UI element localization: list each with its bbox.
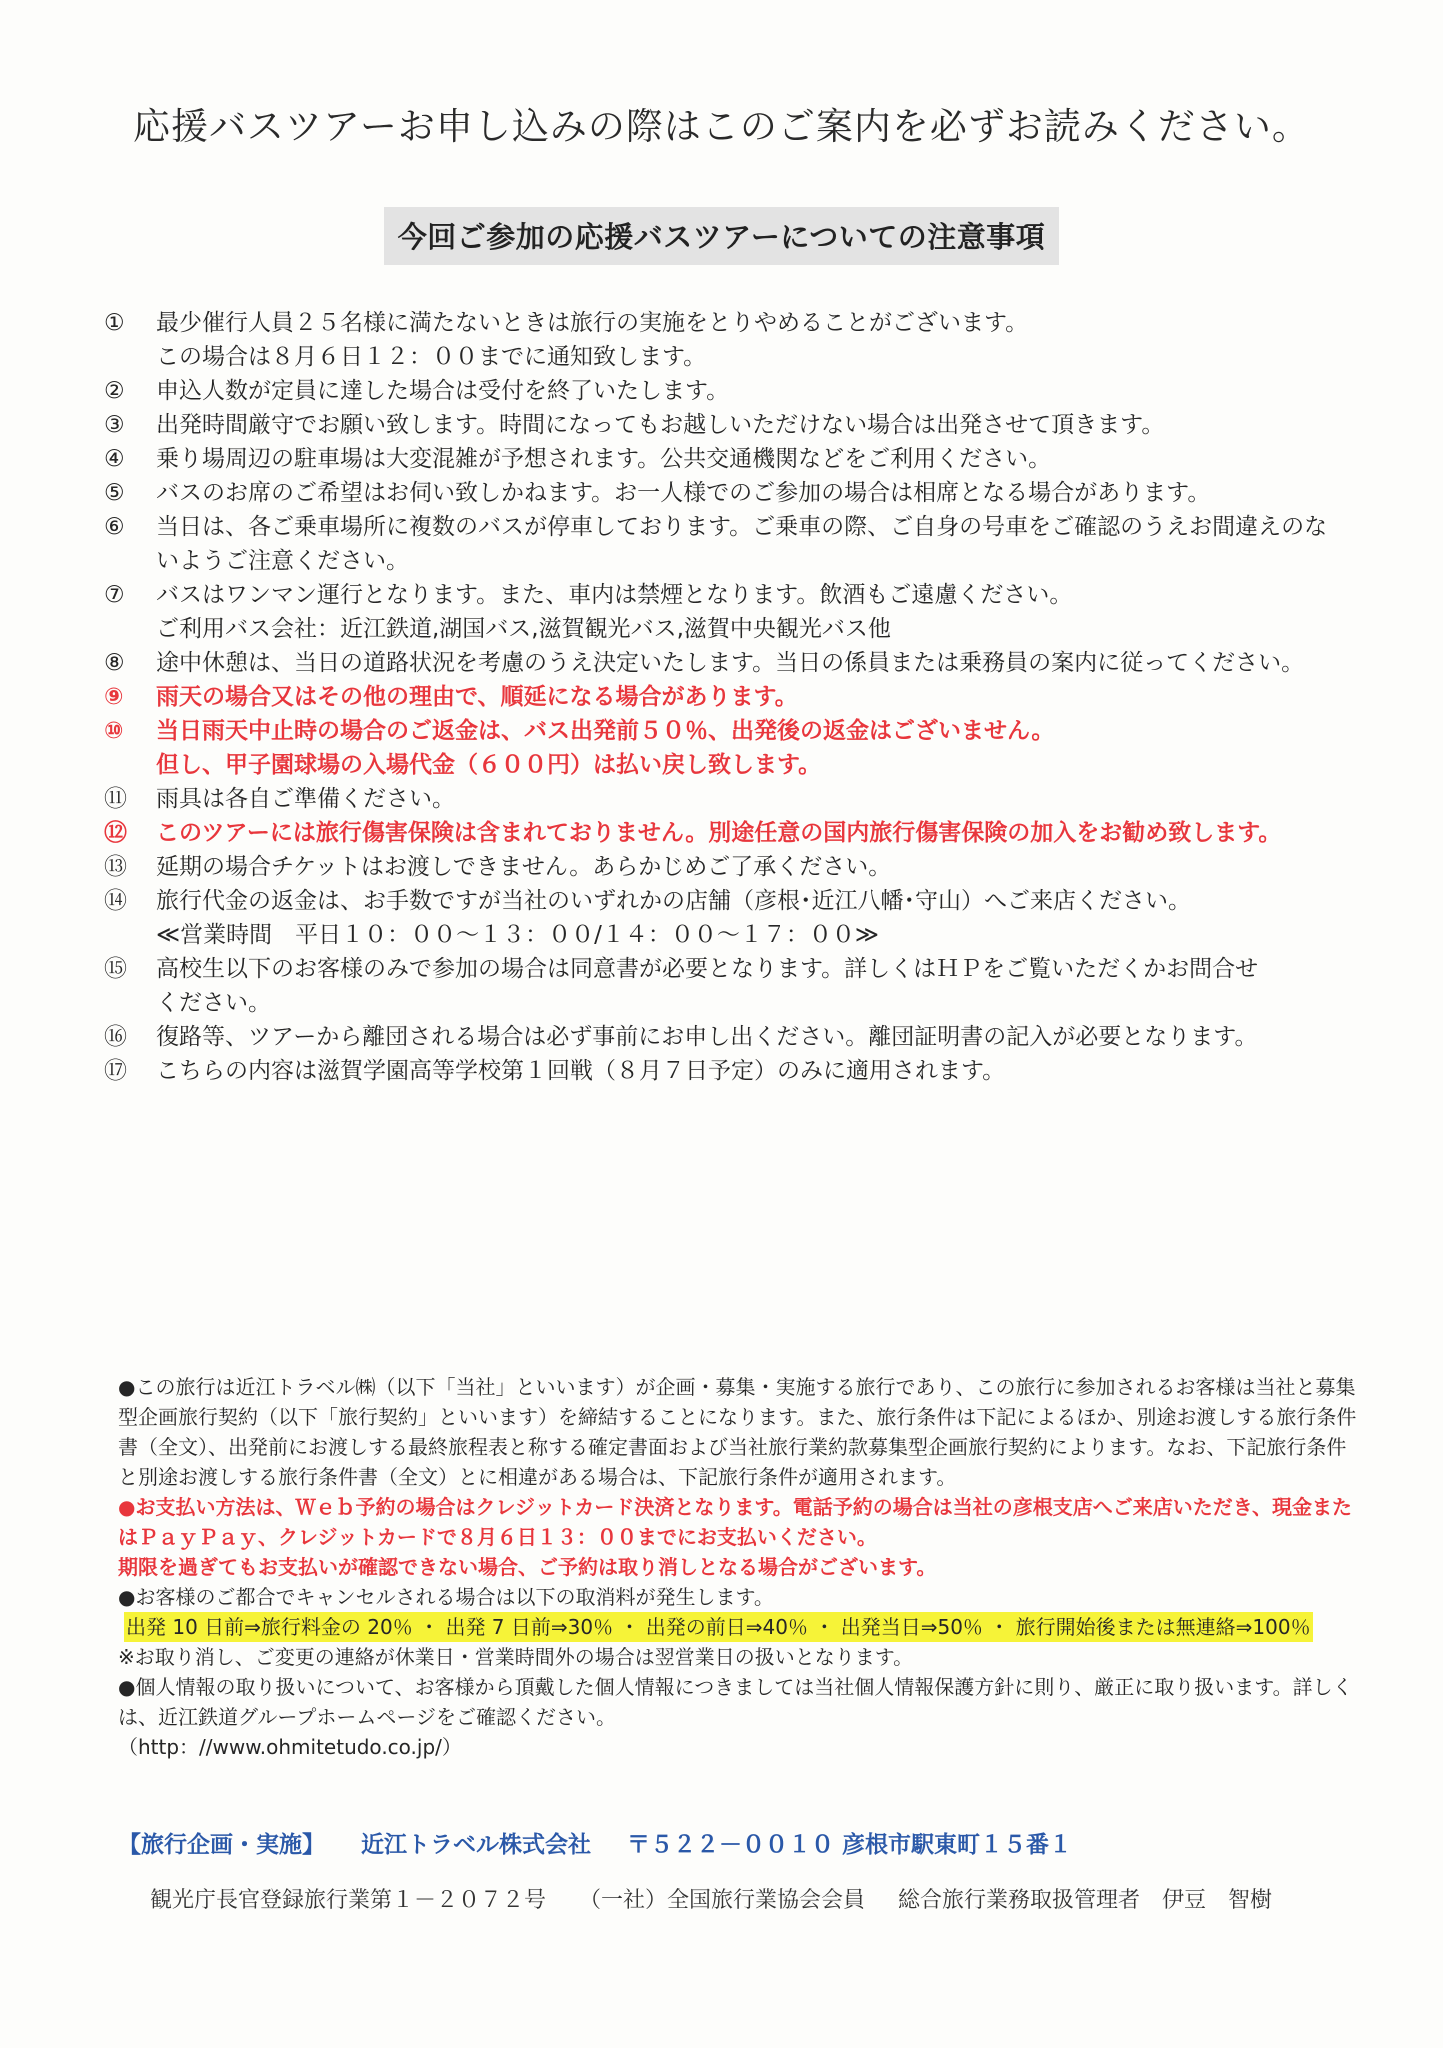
rule-number: ② xyxy=(104,378,125,404)
rule-text xyxy=(156,306,1394,374)
deadline-note: 期限を過ぎてもお支払いが確認できない場合、ご予約は取り消しとなる場合がございます。 xyxy=(118,1555,937,1579)
rule-item xyxy=(104,884,1394,952)
terms-notes xyxy=(118,1372,1358,1762)
rule-number: ⑫ xyxy=(104,820,127,846)
rule-item xyxy=(104,510,1394,578)
rule-item xyxy=(104,476,1394,510)
rule-item xyxy=(104,850,1394,884)
section-subtitle: 今回ご参加の応援バスツアーについての注意事項 xyxy=(384,207,1060,265)
rule-number: ⑮ xyxy=(104,956,127,982)
rule-line: 乗り場周辺の駐車場は大変混雑が予想されます。公共交通機関などをご利用ください。 xyxy=(156,446,1052,472)
website-url: （http：//www.ohmitetudo.co.jp/） xyxy=(118,1735,462,1759)
rule-text xyxy=(156,374,1394,408)
rules-list xyxy=(104,306,1394,1088)
rule-line: 途中休憩は、当日の道路状況を考慮のうえ決定いたします。当日の係員または乗務員の案内に従ってください。 xyxy=(156,650,1305,676)
payment-note: ●お支払い方法は、Ｗｅｂ予約の場合はクレジットカード決済となります。電話予約の場合は当社の彦根支店へご来店いただき、現金またはＰａｙＰａｙ、クレジットカードで８月６日１３：００までにお支払いください。 xyxy=(118,1495,1352,1549)
rule-item xyxy=(104,782,1394,816)
cancel-intro: ●お客様のご都合でキャンセルされる場合は以下の取消料が発生します。 xyxy=(118,1585,774,1609)
rule-text xyxy=(156,850,1394,884)
rule-line: ≪営業時間 平日１０：００～１３：００/１４：００～１７：００≫ xyxy=(156,922,879,948)
rule-line: ご利用バス会社：近江鉄道,湖国バス,滋賀観光バス,滋賀中央観光バス他 xyxy=(156,616,891,642)
contract-note: ●この旅行は近江トラベル㈱（以下「当社」といいます）が企画・募集・実施する旅行であり、この旅行に参加されるお客様は当社と募集型企画旅行契約（以下「旅行契約」といいます）を締結することになります。また、旅行条件は下記によるほか、別途お渡しする旅行条件書（全文）、出発前にお渡しする最終旅程表と称する確定書面および当社旅行業約款募集型企画旅行契約によります。なお、下記旅行条件と別途お渡しする旅行条件書（全文）とに相違がある場合は、下記旅行条件が適用されます。 xyxy=(118,1375,1357,1489)
company-address: 〒５２２－００１０ 彦根市駅東町１５番１ xyxy=(627,1832,1073,1858)
rule-item xyxy=(104,408,1394,442)
rule-item xyxy=(104,578,1394,646)
rule-line: 当日雨天中止時の場合のご返金は、バス出発前５０％、出発後の返金はございません。 xyxy=(156,718,1055,744)
rule-item xyxy=(104,952,1394,1020)
privacy-note: ●個人情報の取り扱いについて、お客様から頂戴した個人情報につきましては当社個人情報保護方針に則り、厳正に取り扱います。詳しくは、近江鉄道グループホームページをご確認ください。 xyxy=(118,1675,1353,1729)
rule-number: ⑯ xyxy=(104,1024,127,1050)
rule-text xyxy=(156,646,1394,680)
company-name: 近江トラベル株式会社 xyxy=(361,1832,592,1858)
rule-line: 最少催行人員２５名様に満たないときは旅行の実施をとりやめることがございます。 xyxy=(156,310,1029,336)
rule-item xyxy=(104,680,1394,714)
rule-item xyxy=(104,646,1394,680)
rule-item xyxy=(104,306,1394,374)
rule-text xyxy=(156,782,1394,816)
rule-text xyxy=(156,476,1394,510)
rule-line: このツアーには旅行傷害保険は含まれておりません。別途任意の国内旅行傷害保険の加入をお勧め致します。 xyxy=(156,820,1282,846)
rule-text xyxy=(156,578,1394,646)
cancel-fee-highlight: 出発 10 日前⇒旅行料金の 20％ ・ 出発 7 日前⇒30％ ・ 出発の前日⇒40％ ・ 出発当日⇒50％ ・ 旅行開始後または無連絡⇒100％ xyxy=(124,1612,1313,1642)
company-line xyxy=(118,1826,1100,1859)
rule-line: 延期の場合チケットはお渡しできません。あらかじめご了承ください。 xyxy=(156,854,892,880)
rule-number: ⑪ xyxy=(104,786,127,812)
rule-line: バスのお席のご希望はお伺い致しかねます。お一人様でのご参加の場合は相席となる場合があります。 xyxy=(156,480,1211,506)
rule-text xyxy=(156,1020,1394,1054)
rule-number: ⑦ xyxy=(104,582,125,608)
travel-manager: 総合旅行業務取扱管理者 伊豆 智樹 xyxy=(898,1888,1273,1913)
rule-line: 復路等、ツアーから離団される場合は必ず事前にお申し出ください。離団証明書の記入が必要となります。 xyxy=(156,1024,1258,1050)
rule-number: ④ xyxy=(104,446,125,472)
rule-number: ⑩ xyxy=(104,718,124,744)
rule-item xyxy=(104,714,1394,782)
rule-line: ください。 xyxy=(156,990,271,1016)
rule-line: 出発時間厳守でお願い致します。時間になってもお越しいただけない場合は出発させて頂きます。 xyxy=(156,412,1165,438)
rule-line: 申込人数が定員に達した場合は受付を終了いたします。 xyxy=(156,378,730,404)
rule-number: ⑧ xyxy=(104,650,125,676)
rule-number: ⑰ xyxy=(104,1058,127,1084)
rule-item xyxy=(104,1020,1394,1054)
rule-item xyxy=(104,442,1394,476)
rule-line: 高校生以下のお客様のみで参加の場合は同意書が必要となります。詳しくはＨＰをご覧いただくかお問合せ xyxy=(156,956,1259,982)
rule-text xyxy=(156,816,1394,850)
rule-line: バスはワンマン運行となります。また、車内は禁煙となります。飲酒もご遠慮ください。 xyxy=(156,582,1073,608)
rule-text xyxy=(156,1054,1394,1088)
rule-text xyxy=(156,714,1394,782)
rule-number: ⑬ xyxy=(104,854,127,880)
rule-line: 雨天の場合又はその他の理由で、順延になる場合があります。 xyxy=(156,684,798,710)
rule-text xyxy=(156,442,1394,476)
rule-number: ① xyxy=(104,310,125,336)
rule-line: 当日は、各ご乗車場所に複数のバスが停車しております。ご乗車の際、ご自身の号車をご確認のうえお間違えのな xyxy=(156,514,1328,540)
rule-number: ③ xyxy=(104,412,125,438)
rule-line: 但し、甲子園球場の入場代金（６００円）は払い戻し致します。 xyxy=(156,752,822,778)
rule-line: 旅行代金の返金は、お手数ですが当社のいずれかの店舗（彦根･近江八幡･守山）へご来店ください。 xyxy=(156,888,1191,914)
association-membership: （一社）全国旅行業協会会員 xyxy=(579,1888,866,1913)
rule-line: この場合は８月６日１２：００までに通知致します。 xyxy=(156,344,707,370)
page-title: 応援バスツアーお申し込みの際はこのご案内を必ずお読みください。 xyxy=(133,105,1310,148)
registration-number: 観光庁長官登録旅行業第１－２０７２号 xyxy=(150,1888,547,1913)
rule-text xyxy=(156,510,1394,578)
planning-label: 【旅行企画・実施】 xyxy=(118,1832,325,1858)
rule-number: ⑤ xyxy=(104,480,125,506)
rule-text xyxy=(156,408,1394,442)
rule-line: こちらの内容は滋賀学園高等学校第１回戦（８月７日予定）のみに適用されます。 xyxy=(156,1058,1006,1084)
rule-number: ⑨ xyxy=(104,684,124,710)
rule-text xyxy=(156,680,1394,714)
rule-text xyxy=(156,952,1394,1020)
rule-item xyxy=(104,1054,1394,1088)
rule-item xyxy=(104,816,1394,850)
rule-number: ⑭ xyxy=(104,888,127,914)
registration-line xyxy=(150,1883,1298,1914)
rule-line: 雨具は各自ご準備ください。 xyxy=(156,786,455,812)
rule-text xyxy=(156,884,1394,952)
subtitle-wrapper xyxy=(0,207,1443,265)
rule-line: いようご注意ください。 xyxy=(156,548,409,574)
holiday-note: ※お取り消し、ご変更の連絡が休業日・営業時間外の場合は翌営業日の扱いとなります。 xyxy=(118,1645,914,1669)
rule-number: ⑥ xyxy=(104,514,125,540)
rule-item xyxy=(104,374,1394,408)
